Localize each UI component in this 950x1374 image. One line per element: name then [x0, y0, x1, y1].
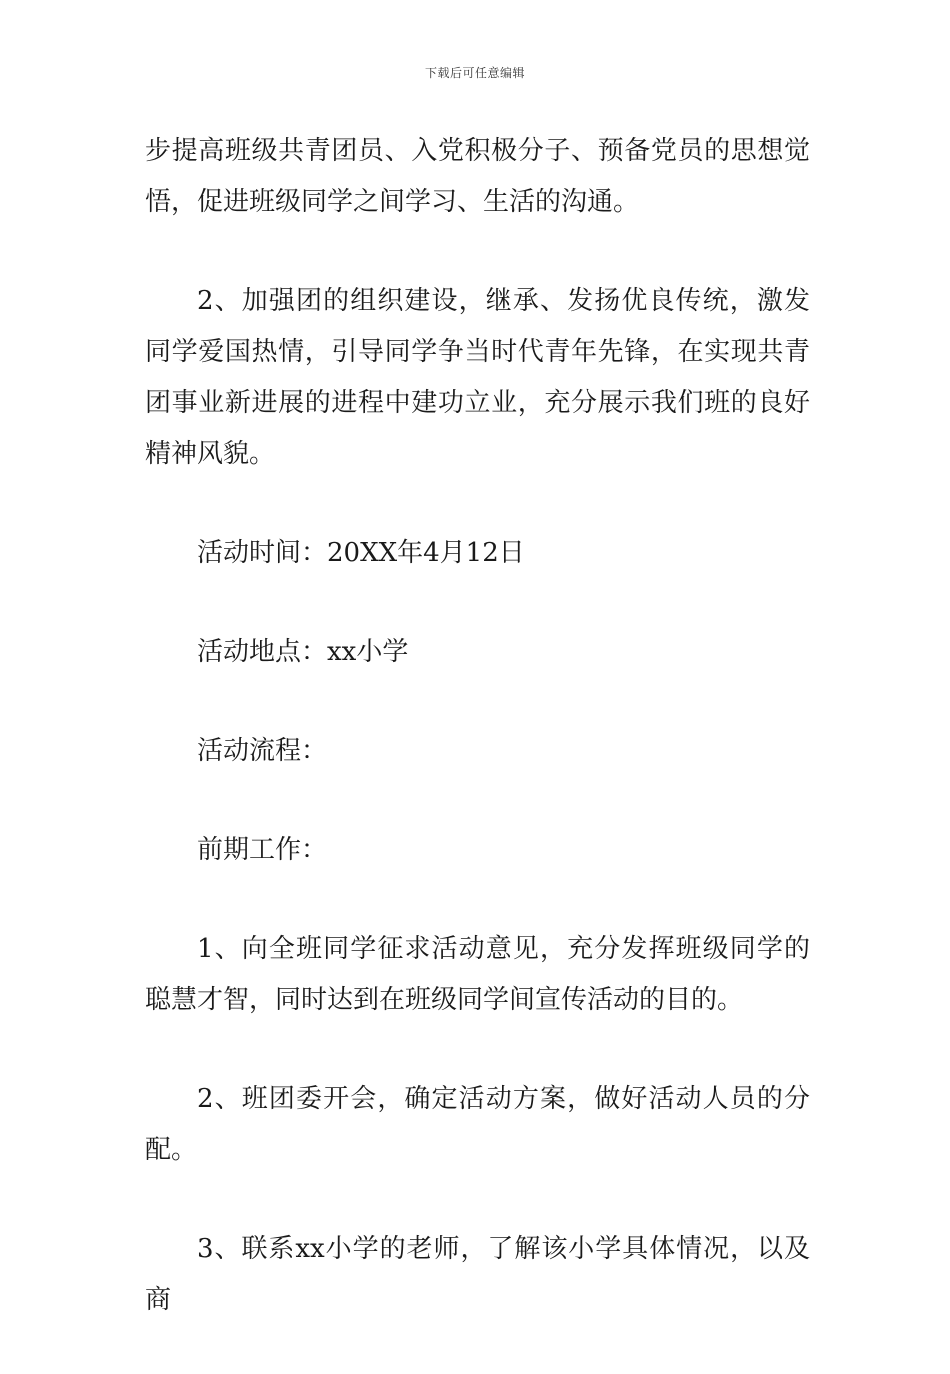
- activity-location: 活动地点：xx小学: [197, 637, 409, 667]
- preparation-heading: 前期工作：: [197, 835, 328, 865]
- document-body: [145, 126, 810, 1374]
- preparation-item-2: 2、班团委开会，确定活动方案，做好活动人员的分配。: [145, 1084, 810, 1165]
- preparation-item-1: 1、向全班同学征求活动意见，充分发挥班级同学的聪慧才智，同时达到在班级同学间宣传活动的目的。: [145, 934, 810, 1015]
- preparation-item-3: 3、联系xx小学的老师，了解该小学具体情况，以及商: [145, 1234, 810, 1315]
- paragraph-item-2: 2、加强团的组织建设，继承、发扬优良传统，激发同学爱国热情，引导同学争当时代青年先锋，在实现共青团事业新进展的进程中建功立业，充分展示我们班的良好精神风貌。: [145, 286, 810, 469]
- activity-process-heading: 活动流程：: [197, 736, 328, 766]
- activity-time: 活动时间：20XX年4月12日: [197, 538, 525, 568]
- page-header-note: 下载后可任意编辑: [424, 66, 525, 80]
- paragraph-continuation: 步提高班级共青团员、入党积极分子、预备党员的思想觉悟，促进班级同学之间学习、生活的沟通。: [145, 136, 810, 217]
